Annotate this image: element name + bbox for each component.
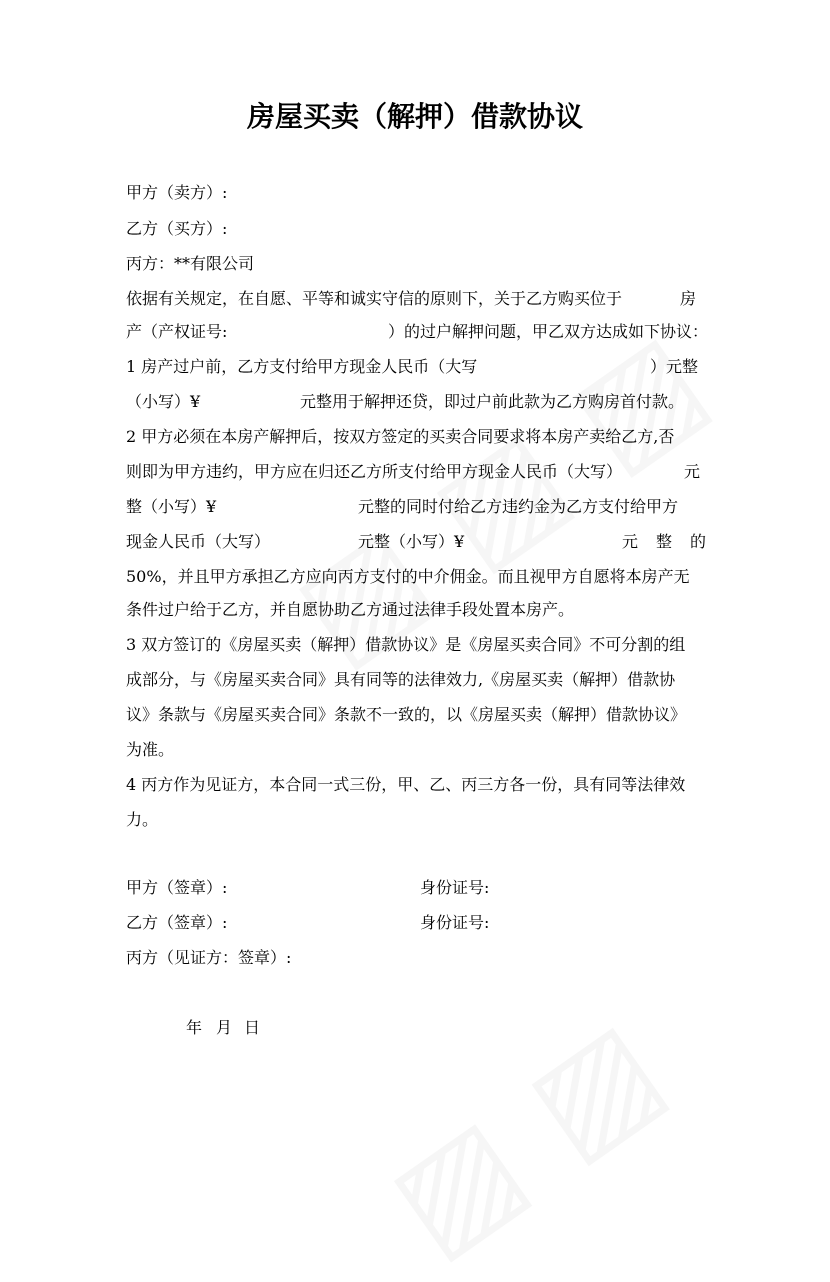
- clause-2-line-6: 条件过户给于乙方，并自愿协助乙方通过法律手段处置本房产。: [126, 600, 575, 619]
- date-year: 年: [186, 1018, 203, 1037]
- clause-2-line-5: 50%，并且甲方承担乙方应向丙方支付的中介佣金。而且视甲方自愿将本房产无: [126, 567, 690, 586]
- party-a-signature-label: 甲方（签章）:: [126, 878, 228, 897]
- clause-text: 元: [622, 532, 639, 551]
- watermark: [363, 990, 688, 1281]
- clause-text: 元: [684, 462, 701, 481]
- preamble-text: ）的过户解押问题，甲乙双方达成如下协议：: [388, 322, 709, 341]
- clause-4-line-1: 4 丙方作为见证方，本合同一式三份，甲、乙、丙三方各一份，具有同等法律效: [126, 775, 686, 794]
- party-b-signature-label: 乙方（签章）:: [126, 913, 228, 932]
- preamble-text: 依据有关规定，在自愿、平等和诚实守信的原则下，关于乙方购买位于: [126, 289, 623, 308]
- clause-text: 1 房产过户前，乙方支付给甲方现金人民币（大写: [126, 357, 478, 376]
- preamble-text: 房: [680, 289, 697, 308]
- preamble-text: 产（产权证号:: [126, 322, 228, 341]
- date-day: 日: [244, 1018, 261, 1037]
- clause-text: 的: [690, 532, 707, 551]
- party-b-line: 乙方（买方）:: [126, 219, 228, 238]
- signature-row-c: 丙方（见证方：签章）:: [126, 948, 292, 967]
- clause-text: 则即为甲方违约，甲方应在归还乙方所支付给甲方现金人民币（大写）: [126, 462, 623, 481]
- clause-text: 元整（小写）¥: [358, 532, 465, 551]
- clause-3-line-1: 3 双方签订的《房屋买卖（解押）借款协议》是《房屋买卖合同》不可分割的组: [126, 635, 686, 654]
- clause-text: 整（小写）¥: [126, 497, 217, 516]
- clause-2-line-1: 2 甲方必须在本房产解押后，按双方签定的买卖合同要求将本房产卖给乙方,否: [126, 427, 675, 446]
- clause-3-line-4: 为准。: [126, 740, 175, 759]
- clause-text: 整: [656, 532, 673, 551]
- clause-text: 元整用于解押还贷，即过户前此款为乙方购房首付款。: [300, 392, 685, 411]
- clause-text: 元整的同时付给乙方违约金为乙方支付给甲方: [358, 497, 679, 516]
- clause-text: （小写）¥: [126, 392, 201, 411]
- document-title: 房屋买卖（解押）借款协议: [246, 100, 583, 133]
- party-c-line: 丙方：**有限公司: [126, 254, 255, 273]
- clause-text: 现金人民币（大写）: [126, 532, 271, 551]
- date-month: 月: [216, 1018, 233, 1037]
- clause-text: ）元整: [650, 357, 699, 376]
- clause-3-line-2: 成部分，与《房屋买卖合同》具有同等的法律效力,《房屋买卖（解押）借款协: [126, 670, 676, 689]
- party-b-id-label: 身份证号:: [420, 913, 490, 932]
- clause-3-line-3: 议》条款与《房屋买卖合同》条款不一致的，以《房屋买卖（解押）借款协议》: [126, 705, 687, 724]
- party-a-id-label: 身份证号:: [420, 878, 490, 897]
- party-a-line: 甲方（卖方）:: [126, 183, 228, 202]
- clause-4-line-2: 力。: [126, 810, 159, 829]
